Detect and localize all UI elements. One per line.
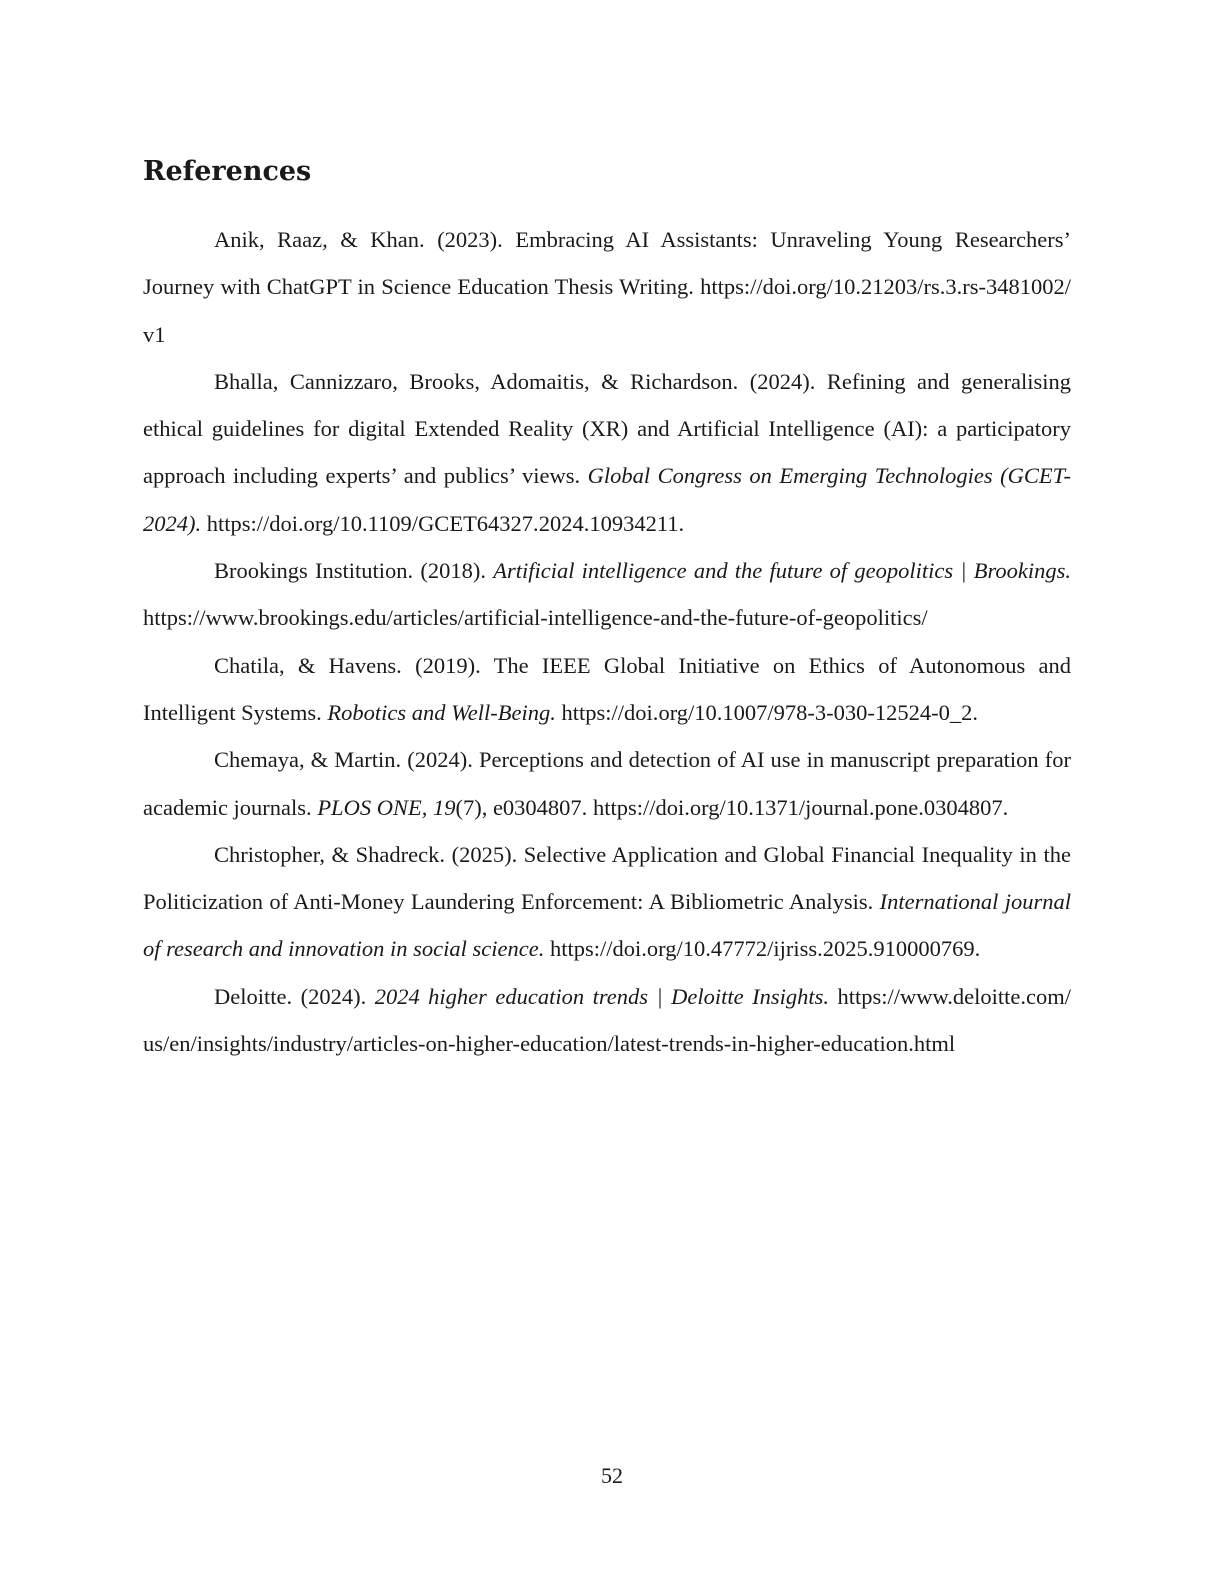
reference-year: (2024). (300, 983, 367, 1009)
reference-title: Perceptions and detection of AI use in manuscript preparation for academic journals. (143, 747, 1072, 820)
reference-year: (2024). (749, 368, 816, 394)
reference-entry (143, 973, 1071, 1068)
reference-link[interactable]: https://doi.org/10.1371/journal.pone.0304807. (592, 794, 1009, 820)
reference-link[interactable]: https://doi.org/10.21203/rs.3.rs-3481002/v1 (143, 274, 1072, 347)
reference-link[interactable]: https://www.deloitte.com/us/en/insights/industry/articles-on-higher-education/latest-trends-in-higher-education.html (143, 983, 1072, 1057)
reference-authors: Christopher, & Shadreck. (214, 841, 445, 867)
reference-link[interactable]: https://www.brookings.edu/articles/artificial-intelligence-and-the-future-of-geopolitics/ (143, 605, 928, 631)
page-number: 52 (601, 1463, 623, 1488)
reference-authors: Bhalla, Cannizzaro, Brooks, Adomaitis, & Richardson. (214, 368, 739, 394)
reference-authors: Anik, Raaz, & Khan. (214, 227, 425, 252)
reference-authors: Chemaya, & Martin. (214, 747, 402, 773)
reference-authors: Chatila, & Havens. (214, 652, 402, 678)
reference-entry (143, 547, 1071, 642)
reference-title: Embracing AI Assistants: Unraveling Young Researchers’ Journey with ChatGPT in Science Education Thesis Writing. (143, 227, 1072, 300)
reference-link[interactable]: https://doi.org/10.47772/ijriss.2025.910000769. (550, 936, 981, 962)
reference-volume-issue (433, 795, 587, 820)
reference-venue: International journal of research and innovation in social science. (143, 889, 1071, 962)
reference-link[interactable]: https://doi.org/10.1109/GCET64327.2024.10934211. (206, 510, 685, 536)
reference-entry (143, 831, 1071, 973)
reference-year: (2023). (437, 227, 503, 252)
reference-title: Refining and generalising ethical guidelines for digital Extended Reality (XR) and Artificial Intelligence (AI): a participatory approach including experts’ and publics’ views. (143, 368, 1071, 489)
reference-year: (2025). (451, 841, 518, 867)
reference-authors: Brookings Institution. (214, 558, 414, 584)
reference-venue: Global Congress on Emerging Technologies (GCET-2024). (143, 463, 1071, 536)
reference-entry (143, 736, 1071, 831)
reference-link[interactable]: https://doi.org/10.1007/978-3-030-12524-0_2. (561, 699, 979, 725)
reference-entry (143, 358, 1071, 547)
reference-entry (143, 216, 1071, 358)
reference-venue: PLOS ONE, (317, 794, 428, 820)
reference-details: (7), e0304807. (455, 794, 588, 820)
reference-venue: Artificial intelligence and the future of geopolitics | Brookings. (493, 558, 1072, 584)
reference-venue: 2024 higher education trends | Deloitte Insights. (374, 983, 829, 1009)
reference-venue: Robotics and Well-Being. (327, 699, 556, 725)
reference-list (143, 216, 1071, 1067)
reference-title: The IEEE Global Initiative on Ethics of Autonomous and Intelligent Systems. (143, 652, 1072, 725)
reference-title: Selective Application and Global Financial Inequality in the Politicization of Anti-Money Laundering Enforcement: A Bibliometric Analysis. (143, 841, 1072, 915)
reference-year: (2019). (415, 652, 481, 678)
reference-year: (2024). (407, 747, 473, 773)
reference-entry (143, 642, 1071, 737)
reference-authors: Deloitte. (214, 983, 293, 1009)
section-heading: References (143, 156, 312, 187)
reference-year: (2018). (420, 558, 486, 584)
reference-volume: 19 (432, 794, 456, 820)
